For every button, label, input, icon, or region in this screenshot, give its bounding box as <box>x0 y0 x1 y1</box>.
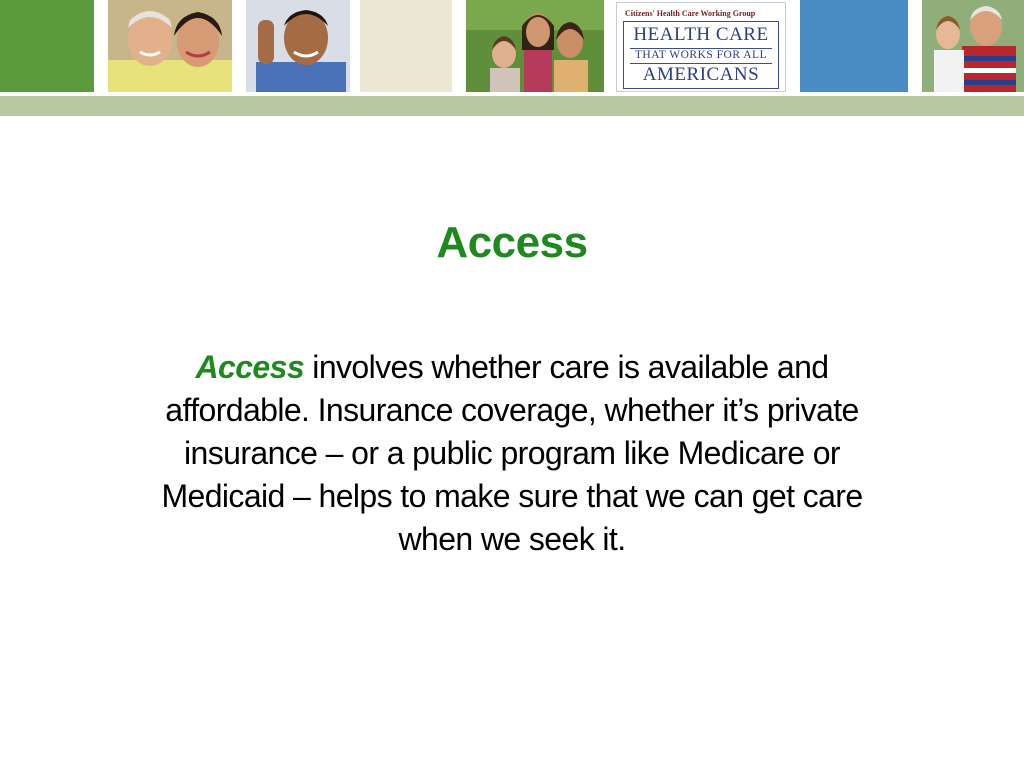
logo-frame <box>623 21 779 89</box>
logo-line-3: AMERICANS <box>642 64 760 85</box>
elderly-couple-photo <box>108 0 232 92</box>
header-stripe <box>0 96 1024 116</box>
logo-line-1: HEALTH CARE <box>633 24 769 45</box>
header-banner <box>0 0 1024 94</box>
highlighted-term: Access <box>195 349 305 385</box>
green-color-tile <box>0 0 94 92</box>
logo-line-2: THAT WORKS FOR ALL <box>634 49 768 61</box>
blue-color-tile <box>800 0 908 92</box>
grandfather-child-photo <box>922 0 1024 92</box>
beige-color-tile <box>360 0 452 92</box>
smiling-man-photo <box>246 0 350 92</box>
slide-title: Access <box>436 218 588 267</box>
children-photo <box>466 0 604 92</box>
slide-body <box>160 346 864 561</box>
logo-organization-name: Citizens' Health Care Working Group <box>625 9 756 18</box>
body-paragraph: involves whether care is available and affordable. Insurance coverage, whether it’s private insurance – or a public program like Medicare or Medicaid – helps to make sure that we can get care when we seek it. <box>161 349 863 557</box>
health-care-logo <box>616 2 786 92</box>
